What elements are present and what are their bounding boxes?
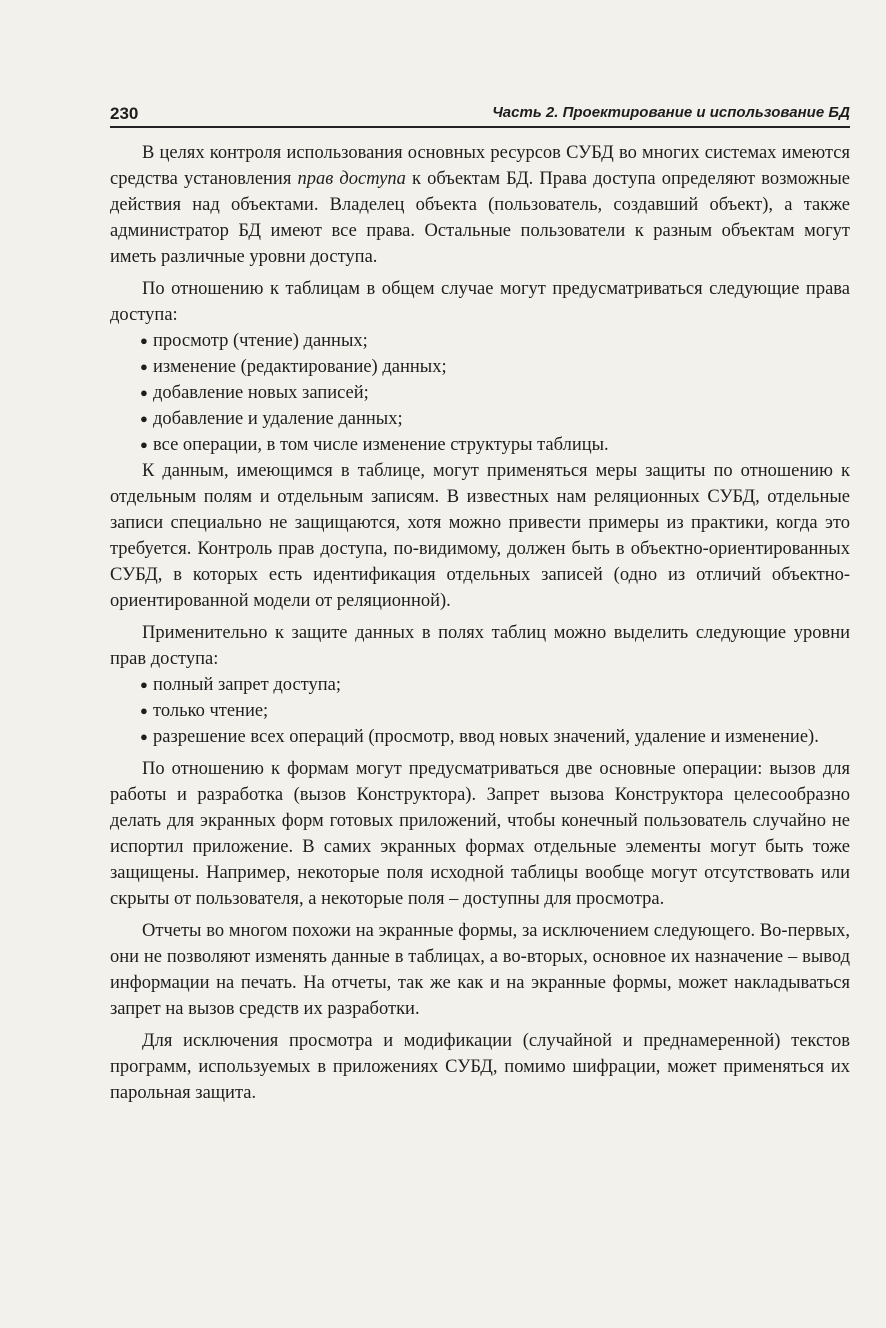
paragraph-table-rights-intro: По отношению к таблицам в общем случае могут предусматриваться следующие права доступа:: [110, 279, 850, 325]
paragraph-field-record-protection: К данным, имеющимся в таблице, могут применяться меры защиты по отношению к отдельным полям и отдельным записям. В известных нам реляционных СУБД, отдельные записи специально не защищаются, хотя можно привести примеры из практики, когда это требуется. Контроль прав доступа, по-видимому, должен быть в объектно-ориентированных СУБД, в которых есть идентификация отдельных записей (одно из отличий объектно-ориентированной модели от реляционной).: [110, 461, 850, 611]
field-rights-list: [110, 672, 850, 750]
paragraph-reports: Отчеты во многом похожи на экранные формы, за исключением следующего. Во-первых, они не позволяют изменять данные в таблицах, а во-вторых, основное их назначение – вывод информации на печать. На отчеты, так же как и на экранные формы, может накладываться запрет на вызов средств их разработки.: [110, 921, 850, 1019]
list-item: ● добавление и удаление данных;: [140, 406, 850, 432]
list-item: ● только чтение;: [140, 698, 850, 724]
list-item: ● полный запрет доступа;: [140, 672, 850, 698]
paragraph-field-levels-intro: Применительно к защите данных в полях таблиц можно выделить следующие уровни прав доступа:: [110, 623, 850, 669]
list-item: ● просмотр (чтение) данных;: [140, 328, 850, 354]
paragraph-access-rights: [110, 140, 850, 270]
list-item: ● добавление новых записей;: [140, 380, 850, 406]
page-header: [110, 98, 850, 128]
list-item: ● разрешение всех операций (просмотр, ввод новых значений, удаление и изменение).: [140, 724, 850, 750]
paragraph-program-protection: Для исключения просмотра и модификации (случайной и преднамеренной) текстов программ, используемых в приложениях СУБД, помимо шифрации, может применяться их парольная защита.: [110, 1031, 850, 1103]
body-text: [110, 140, 850, 1106]
running-title: Часть 2. Проектирование и использование БД: [492, 104, 850, 121]
list-item: ● изменение (редактирование) данных;: [140, 354, 850, 380]
paragraph-text: к объектам БД. Права доступа определяют возможные действия над объектами. Владелец объекта (пользователь, создавший объект), а также администратор БД имеют все права. Остальные пользователи к разным объектам могут иметь различные уровни доступа.: [110, 169, 850, 267]
paragraph-forms: По отношению к формам могут предусматриваться две основные операции: вызов для работы и разработка (вызов Конструктора). Запрет вызова Конструктора целесообразно делать для экранных форм готовых приложений, чтобы конечный пользователь случайно не испортил приложение. В самих экранных формах отдельные элементы могут быть тоже защищены. Например, некоторые поля исходной таблицы вообще могут отсутствовать или скрыты от пользователя, а некоторые поля – доступны для просмотра.: [110, 759, 850, 909]
table-rights-list: [110, 328, 850, 458]
emphasized-term: прав доступа: [297, 169, 406, 189]
list-item: ● все операции, в том числе изменение структуры таблицы.: [140, 432, 850, 458]
page-number: 230: [110, 104, 139, 123]
paragraph-text: В целях контроля использования основных ресурсов СУБД во многих системах имеются средства установления: [110, 143, 850, 189]
